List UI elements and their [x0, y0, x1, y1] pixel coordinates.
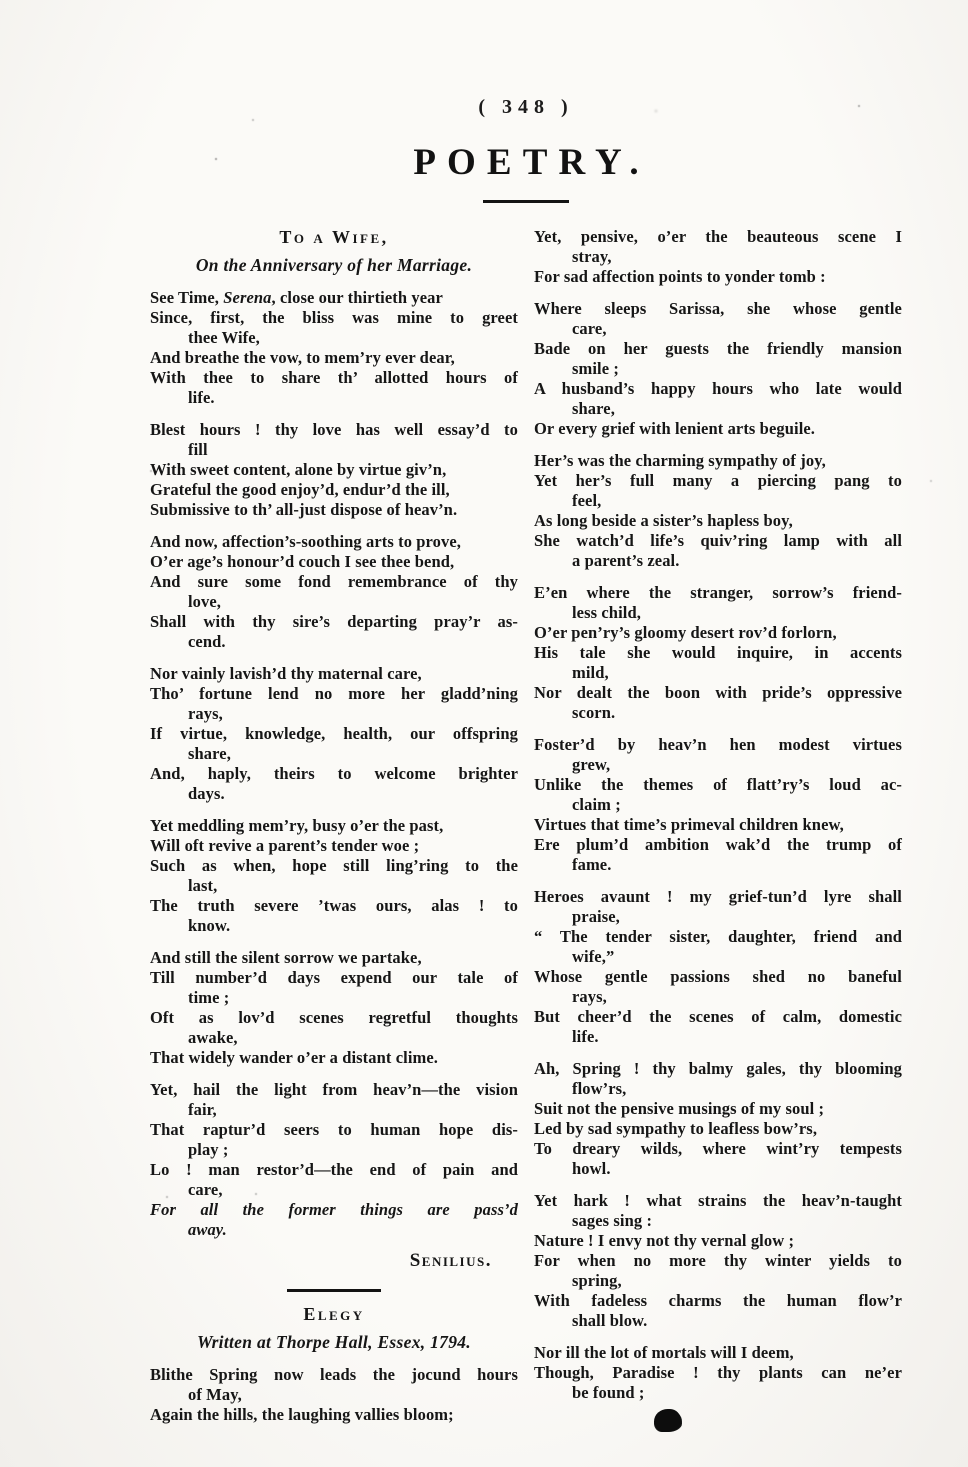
line-text: “ The tender sister, daughter, friend and — [534, 927, 902, 946]
poem-line — [534, 227, 902, 247]
poem-line — [150, 592, 518, 612]
line-text: Yet her’s full many a piercing pang to — [534, 471, 902, 490]
line-text: fill — [188, 440, 208, 459]
poem-line — [534, 1343, 902, 1363]
poem-line — [534, 987, 902, 1007]
poem-line — [534, 247, 902, 267]
poem-line — [534, 1079, 902, 1099]
line-text: praise, — [572, 907, 620, 926]
poem-subtitle: On the Anniversary of her Marriage. — [195, 255, 473, 275]
line-text: feel, — [572, 491, 602, 510]
line-text: Yet, hail the light from heav’n—the vision — [150, 1080, 518, 1099]
poem-line — [150, 420, 518, 440]
poem-line — [534, 755, 902, 775]
line-text: For all the former things are pass’d — [150, 1200, 518, 1219]
line-text: As long beside a sister’s hapless boy, — [534, 511, 793, 530]
poem-line — [150, 348, 518, 368]
poem-line — [534, 583, 902, 603]
line-text: Bade on her guests the friendly mansion — [534, 339, 902, 358]
poem-line — [150, 532, 518, 552]
poem-line — [150, 1385, 518, 1405]
line-text: And now, affection’s-soothing arts to prove, — [150, 532, 462, 551]
line-text: , close our thirtieth year — [271, 288, 443, 307]
line-text: love, — [188, 592, 222, 611]
poem-line — [150, 612, 518, 632]
poem-line — [150, 1100, 518, 1120]
poem-line — [150, 784, 518, 804]
line-text: Again the hills, the laughing vallies bloom; — [150, 1405, 454, 1424]
poem-line — [150, 856, 518, 876]
poem-line — [150, 684, 518, 704]
poem-line — [150, 388, 518, 408]
stanza — [150, 948, 518, 1068]
stanza — [150, 664, 518, 804]
poem-line — [534, 451, 902, 471]
poem-line — [534, 1231, 902, 1251]
poem-line — [150, 836, 518, 856]
poem-line — [534, 379, 902, 399]
line-text: A husband’s happy hours who late would — [534, 379, 902, 398]
poem-signature: Senilius. — [409, 1250, 492, 1271]
line-text: days. — [188, 784, 225, 803]
poem-line — [534, 927, 902, 947]
poem-line — [534, 1311, 902, 1331]
poem-line — [534, 855, 902, 875]
line-text: To dreary wilds, where wint’ry tempests — [534, 1139, 902, 1158]
stanza — [150, 1365, 518, 1425]
poem-line — [150, 704, 518, 724]
stanza — [534, 1191, 902, 1331]
poem-line — [150, 1028, 518, 1048]
poem-line — [534, 1059, 902, 1079]
line-text: share, — [572, 399, 615, 418]
line-text: awake, — [188, 1028, 238, 1047]
line-text: But cheer’d the scenes of calm, domestic — [534, 1007, 902, 1026]
poem-line — [150, 552, 518, 572]
line-text: know. — [188, 916, 231, 935]
poem-line — [150, 876, 518, 896]
poem-line — [150, 308, 518, 328]
line-text: That widely wander o’er a distant clime. — [150, 1048, 439, 1067]
poem-line — [150, 328, 518, 348]
line-text: If virtue, knowledge, health, our offspring — [150, 724, 518, 743]
poem-line — [534, 835, 902, 855]
line-text: And sure some fond remembrance of thy — [150, 572, 518, 591]
poem-line — [534, 1271, 902, 1291]
line-text: Oft as lov’d scenes regretful thoughts — [150, 1008, 518, 1027]
line-text: Whose gentle passions shed no baneful — [534, 967, 902, 986]
line-text: care, — [572, 319, 607, 338]
poem-line — [534, 1119, 902, 1139]
line-text: Till number’d days expend our tale of — [150, 968, 518, 987]
poem-line — [534, 603, 902, 623]
poem-line — [150, 664, 518, 684]
line-text: rays, — [188, 704, 223, 723]
line-text: thee Wife, — [188, 328, 260, 347]
line-text: grew, — [572, 755, 611, 774]
poem-line — [150, 288, 518, 308]
poem-line — [534, 267, 902, 287]
line-text: Since, first, the bliss was mine to greet — [150, 308, 518, 327]
line-text: Tho’ fortune lend no more her gladd’ning — [150, 684, 518, 703]
italicized-word: Serena — [223, 288, 272, 307]
line-text: flow’rs, — [572, 1079, 627, 1098]
line-text: Nor vainly lavish’d thy maternal care, — [150, 664, 422, 683]
poem-line — [150, 816, 518, 836]
poem-line — [534, 1383, 902, 1403]
poem-line — [534, 511, 902, 531]
poem-line — [534, 1211, 902, 1231]
line-text: rays, — [572, 987, 607, 1006]
poem-line — [534, 795, 902, 815]
poem-line — [534, 399, 902, 419]
poem-line — [150, 368, 518, 388]
stanza — [534, 735, 902, 875]
line-text: Will oft revive a parent’s tender woe ; — [150, 836, 420, 855]
stanza — [534, 1343, 902, 1403]
poem-line — [534, 683, 902, 703]
line-text: life. — [188, 388, 215, 407]
poem-line — [150, 724, 518, 744]
line-text: fair, — [188, 1100, 217, 1119]
line-text: Yet meddling mem’ry, busy o’er the past, — [150, 816, 444, 835]
line-text: And still the silent sorrow we partake, — [150, 948, 422, 967]
poem-line — [534, 551, 902, 571]
poem-line — [150, 948, 518, 968]
line-text: And breathe the vow, to mem’ry ever dear, — [150, 348, 455, 367]
poem-line — [150, 500, 518, 520]
poem-line — [150, 1140, 518, 1160]
poem-line — [534, 319, 902, 339]
line-text: Submissive to th’ all-just dispose of heav’n. — [150, 500, 458, 519]
line-text: The truth severe ’twas ours, alas ! to — [150, 896, 518, 915]
poem-line — [150, 1160, 518, 1180]
poem-subtitle: Written at Thorpe Hall, Essex, 1794. — [197, 1332, 471, 1352]
stanza — [534, 299, 902, 439]
poem-line — [534, 1007, 902, 1027]
left-column — [150, 227, 518, 1432]
poem-line — [534, 815, 902, 835]
poem-line — [534, 703, 902, 723]
page-title: POETRY. — [413, 142, 650, 183]
poem-line — [534, 471, 902, 491]
line-text: Grateful the good enjoy’d, endur’d the ill, — [150, 480, 450, 499]
line-text: Virtues that time’s primeval children knew, — [534, 815, 844, 834]
line-text: With sweet content, alone by virtue giv’n, — [150, 460, 447, 479]
line-text: of May, — [188, 1385, 242, 1404]
poem-line — [534, 491, 902, 511]
line-text: a parent’s zeal. — [572, 551, 680, 570]
poem-heading: Elegy — [303, 1304, 365, 1324]
line-text: shall blow. — [572, 1311, 648, 1330]
line-text: Ah, Spring ! thy balmy gales, thy blooming — [534, 1059, 902, 1078]
stanza — [150, 816, 518, 936]
poem-line — [150, 744, 518, 764]
stanza — [534, 583, 902, 723]
line-text: That raptur’d seers to human hope dis- — [150, 1120, 518, 1139]
line-text: play ; — [188, 1140, 229, 1159]
line-text: Led by sad sympathy to leafless bow’rs, — [534, 1119, 818, 1138]
poem-line — [534, 1363, 902, 1383]
line-text: fame. — [572, 855, 612, 874]
line-text: O’er age’s honour’d couch I see thee bend, — [150, 552, 455, 571]
line-text: sages sing : — [572, 1211, 653, 1230]
line-text: howl. — [572, 1159, 611, 1178]
poem-line — [150, 1080, 518, 1100]
poem-line — [150, 988, 518, 1008]
line-text: claim ; — [572, 795, 621, 814]
poem-line — [534, 1191, 902, 1211]
two-column-poetry — [150, 227, 902, 1432]
poem-line — [150, 1180, 518, 1200]
line-text: E’en where the stranger, sorrow’s friend- — [534, 583, 902, 602]
stanza — [534, 227, 902, 287]
line-text: scorn. — [572, 703, 616, 722]
section-divider-rule — [287, 1289, 381, 1292]
poem-line — [150, 1120, 518, 1140]
line-text: Ere plum’d ambition wak’d the trump of — [534, 835, 902, 854]
line-text: Or every grief with lenient arts beguile. — [534, 419, 816, 438]
line-text: O’er pen’ry’s gloomy desert rov’d forlorn, — [534, 623, 837, 642]
poem-line — [150, 1405, 518, 1425]
line-text: Where sleeps Sarissa, she whose gentle — [534, 299, 902, 318]
line-text: For sad affection points to yonder tomb : — [534, 267, 826, 286]
line-text: less child, — [572, 603, 641, 622]
right-column — [534, 227, 902, 1432]
poem-line — [534, 419, 902, 439]
poem-line — [534, 339, 902, 359]
line-text: Blest hours ! thy love has well essay’d to — [150, 420, 518, 439]
line-text: Blithe Spring now leads the jocund hours — [150, 1365, 518, 1384]
stanza — [534, 887, 902, 1047]
line-text: His tale she would inquire, in accents — [534, 643, 902, 662]
poem-line — [150, 764, 518, 784]
line-text: Her’s was the charming sympathy of joy, — [534, 451, 826, 470]
poem-line — [150, 1220, 518, 1240]
line-text: See Time, — [150, 288, 224, 307]
poem-line — [150, 968, 518, 988]
line-text: With fadeless charms the human flow’r — [534, 1291, 902, 1310]
poem-line — [534, 299, 902, 319]
line-text: cend. — [188, 632, 226, 651]
line-text: smile ; — [572, 359, 619, 378]
line-text: share, — [188, 744, 231, 763]
poem-line — [150, 460, 518, 480]
line-text: wife,” — [572, 947, 615, 966]
line-text: Nor dealt the boon with pride’s oppressive — [534, 683, 902, 702]
line-text: Nature ! I envy not thy vernal glow ; — [534, 1231, 795, 1250]
poem-line — [534, 967, 902, 987]
line-text: She watch’d life’s quiv’ring lamp with all — [534, 531, 902, 550]
line-text: Lo ! man restor’d—the end of pain and — [150, 1160, 518, 1179]
poem-line — [534, 947, 902, 967]
line-text: life. — [572, 1027, 599, 1046]
stanza — [534, 1059, 902, 1179]
line-text: Suit not the pensive musings of my soul ; — [534, 1099, 825, 1118]
poem-line — [150, 1008, 518, 1028]
poem-line — [534, 1159, 902, 1179]
line-text: Shall with thy sire’s departing pray’r as- — [150, 612, 518, 631]
line-text: Unlike the themes of flatt’ry’s loud ac- — [534, 775, 902, 794]
line-text: Yet hark ! what strains the heav’n-taught — [534, 1191, 902, 1210]
line-text: spring, — [572, 1271, 622, 1290]
page-number: ( 348 ) — [478, 96, 574, 118]
line-text: Such as when, hope still ling’ring to the — [150, 856, 518, 875]
poem-line — [534, 1251, 902, 1271]
poem-line — [150, 1365, 518, 1385]
poem-line — [534, 1291, 902, 1311]
poem-line — [150, 1200, 518, 1220]
poem-line — [534, 663, 902, 683]
paper-noise-speckles — [0, 0, 2, 2]
line-text: Yet, pensive, o’er the beauteous scene I — [534, 227, 902, 246]
poem-line — [534, 623, 902, 643]
line-text: away. — [188, 1220, 227, 1239]
line-text: Though, Paradise ! thy plants can ne’er — [534, 1363, 902, 1382]
poem-line — [534, 775, 902, 795]
stanza — [534, 451, 902, 571]
line-text: mild, — [572, 663, 609, 682]
poem-line — [150, 572, 518, 592]
poem-line — [534, 1139, 902, 1159]
poem-line — [534, 735, 902, 755]
stanza — [150, 532, 518, 652]
line-text: last, — [188, 876, 218, 895]
poem-line — [534, 531, 902, 551]
line-text: care, — [188, 1180, 223, 1199]
stanza — [150, 288, 518, 408]
line-text: With thee to share th’ allotted hours of — [150, 368, 518, 387]
poem-line — [150, 896, 518, 916]
title-divider-rule — [483, 200, 569, 203]
ink-blot-ornament — [654, 1409, 681, 1432]
line-text: Nor ill the lot of mortals will I deem, — [534, 1343, 794, 1362]
line-text: Heroes avaunt ! my grief-tun’d lyre shall — [534, 887, 902, 906]
poem-line — [534, 1099, 902, 1119]
poem-line — [534, 887, 902, 907]
line-text: Foster’d by heav’n hen modest virtues — [534, 735, 902, 754]
poem-line — [150, 632, 518, 652]
poem-line — [150, 1048, 518, 1068]
poem-line — [534, 643, 902, 663]
stanza — [150, 1080, 518, 1240]
line-text: time ; — [188, 988, 230, 1007]
poem-line — [150, 440, 518, 460]
line-text: be found ; — [572, 1383, 645, 1402]
line-text: And, haply, theirs to welcome brighter — [150, 764, 518, 783]
stanza — [150, 420, 518, 520]
poem-heading: To a Wife, — [279, 227, 389, 247]
poem-line — [150, 916, 518, 936]
line-text: stray, — [572, 247, 612, 266]
poem-line — [534, 359, 902, 379]
poem-line — [150, 480, 518, 500]
poem-line — [534, 907, 902, 927]
line-text: For when no more thy winter yields to — [534, 1251, 902, 1270]
poem-line — [534, 1027, 902, 1047]
